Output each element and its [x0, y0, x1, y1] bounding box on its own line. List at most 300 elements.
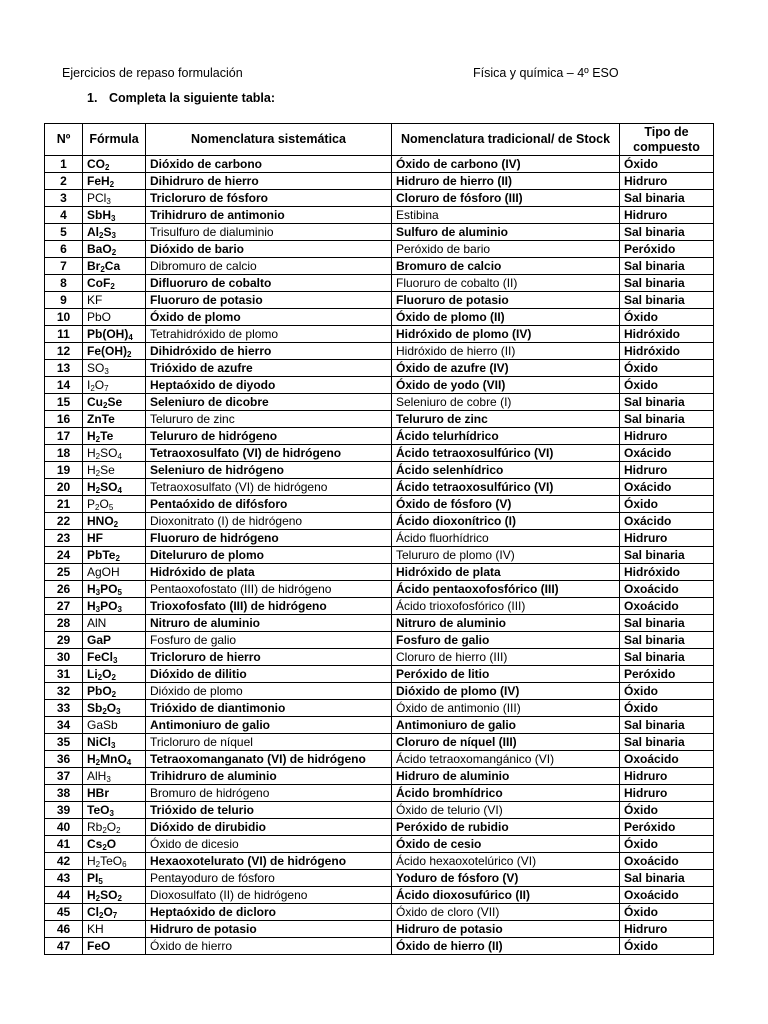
formula-subscript: 3 — [111, 214, 116, 223]
systematic-name: Pentaóxido de difósforo — [146, 496, 392, 513]
formula — [83, 496, 146, 513]
traditional-name: Hidróxido de plata — [392, 564, 620, 581]
compound-type: Hidróxido — [620, 343, 714, 360]
formula-subscript: 7 — [112, 911, 118, 920]
formula-subscript: 2 — [95, 860, 101, 869]
row-number: 35 — [45, 734, 83, 751]
formula — [83, 309, 146, 326]
formula — [83, 581, 146, 598]
formula — [83, 156, 146, 173]
row-number: 20 — [45, 479, 83, 496]
formula-subscript: 2 — [100, 265, 105, 274]
formula — [83, 360, 146, 377]
formula-part: HNO — [87, 514, 114, 528]
formula-subscript: 7 — [104, 384, 109, 393]
formula-subscript: 3 — [116, 707, 121, 716]
formula-part: GaSb — [87, 718, 118, 732]
formula-subscript: 3 — [111, 741, 116, 750]
table-row — [45, 360, 714, 377]
traditional-name: Ácido telurhídrico — [392, 428, 620, 445]
systematic-name: Tetraoxosulfato (VI) de hidrógeno — [146, 445, 392, 462]
compound-type: Sal binaria — [620, 224, 714, 241]
systematic-name: Fluoruro de potasio — [146, 292, 392, 309]
formula — [83, 632, 146, 649]
compound-type: Oxácido — [620, 445, 714, 462]
formula-part: O — [106, 820, 117, 834]
row-number: 15 — [45, 394, 83, 411]
row-number: 44 — [45, 887, 83, 904]
formula-part: Se — [100, 463, 115, 477]
traditional-name: Fluoruro de potasio — [392, 292, 620, 309]
table-row — [45, 394, 714, 411]
systematic-name: Trióxido de diantimonio — [146, 700, 392, 717]
systematic-name: Tetraoxosulfato (VI) de hidrógeno — [146, 479, 392, 496]
formula-part: SO — [87, 361, 105, 375]
formula-subscript: 2 — [97, 673, 103, 682]
table-row — [45, 547, 714, 564]
row-number: 28 — [45, 615, 83, 632]
systematic-name: Seleniuro de hidrógeno — [146, 462, 392, 479]
traditional-name: Hidruro de potasio — [392, 921, 620, 938]
formula-part: ZnTe — [87, 412, 115, 426]
compound-type: Oxoácido — [620, 853, 714, 870]
compound-type: Sal binaria — [620, 292, 714, 309]
formula — [83, 836, 146, 853]
exercise-number: 1. — [87, 91, 98, 105]
formula-subscript: 4 — [126, 758, 132, 767]
formula-subscript: 2 — [95, 894, 101, 903]
formula-subscript: 2 — [95, 503, 100, 512]
table-row — [45, 173, 714, 190]
traditional-name: Antimoniuro de galio — [392, 717, 620, 734]
compound-type: Hidruro — [620, 428, 714, 445]
formula-subscript: 2 — [99, 231, 104, 240]
formula — [83, 853, 146, 870]
compound-type: Sal binaria — [620, 615, 714, 632]
traditional-name: Ácido fluorhídrico — [392, 530, 620, 547]
table-row — [45, 717, 714, 734]
col-header-systematic: Nomenclatura sistemática — [146, 124, 392, 156]
formula-subscript: 2 — [111, 673, 116, 682]
compound-type: Óxido — [620, 496, 714, 513]
formula-part: FeH — [87, 174, 110, 188]
row-number: 41 — [45, 836, 83, 853]
compound-type: Sal binaria — [620, 734, 714, 751]
exercise-text: Completa la siguiente tabla: — [109, 91, 276, 105]
formula — [83, 190, 146, 207]
systematic-name: Dioxonitrato (I) de hidrógeno — [146, 513, 392, 530]
table-row — [45, 870, 714, 887]
formula-part: Li — [87, 667, 98, 681]
table-row — [45, 904, 714, 921]
table-row — [45, 275, 714, 292]
table-row — [45, 513, 714, 530]
table-row — [45, 156, 714, 173]
compound-type: Sal binaria — [620, 275, 714, 292]
formula-part: FeCl — [87, 650, 114, 664]
compound-type: Sal binaria — [620, 258, 714, 275]
systematic-name: Trioxofosfato (III) de hidrógeno — [146, 598, 392, 615]
formula-part: SO — [100, 480, 118, 494]
compound-type: Sal binaria — [620, 632, 714, 649]
traditional-name: Ácido pentaoxofosfórico (III) — [392, 581, 620, 598]
formula-part: Cl — [87, 905, 99, 919]
traditional-name: Peróxido de bario — [392, 241, 620, 258]
table-row — [45, 190, 714, 207]
systematic-name: Tetrahidróxido de plomo — [146, 326, 392, 343]
formula — [83, 343, 146, 360]
formula — [83, 887, 146, 904]
compound-type: Peróxido — [620, 819, 714, 836]
formula-subscript: 4 — [117, 486, 122, 495]
formula-part: H — [87, 582, 96, 596]
formula — [83, 411, 146, 428]
traditional-name: Ácido trioxofosfórico (III) — [392, 598, 620, 615]
table-row — [45, 411, 714, 428]
formula-part: PO — [100, 582, 118, 596]
formula-part: O — [103, 905, 113, 919]
formula — [83, 445, 146, 462]
traditional-name: Hidróxido de hierro (II) — [392, 343, 620, 360]
formula — [83, 377, 146, 394]
formula-part: CoF — [87, 276, 111, 290]
traditional-name: Telururo de plomo (IV) — [392, 547, 620, 564]
compound-type: Hidruro — [620, 530, 714, 547]
traditional-name: Óxido de hierro (II) — [392, 938, 620, 955]
row-number: 2 — [45, 173, 83, 190]
formula-part: H — [87, 752, 96, 766]
row-number: 7 — [45, 258, 83, 275]
formula — [83, 326, 146, 343]
formula — [83, 649, 146, 666]
systematic-name: Trihidruro de antimonio — [146, 207, 392, 224]
formula-subscript: 2 — [117, 894, 122, 903]
row-number: 33 — [45, 700, 83, 717]
systematic-name: Ditelururo de plomo — [146, 547, 392, 564]
table-row — [45, 377, 714, 394]
row-number: 10 — [45, 309, 83, 326]
systematic-name: Dióxido de carbono — [146, 156, 392, 173]
traditional-name: Nitruro de aluminio — [392, 615, 620, 632]
table-row — [45, 496, 714, 513]
row-number: 1 — [45, 156, 83, 173]
table-header-row — [45, 124, 714, 156]
row-number: 31 — [45, 666, 83, 683]
systematic-name: Telururo de zinc — [146, 411, 392, 428]
traditional-name: Ácido tetraoxomangánico (VI) — [392, 751, 620, 768]
row-number: 26 — [45, 581, 83, 598]
row-number: 22 — [45, 513, 83, 530]
row-number: 29 — [45, 632, 83, 649]
formula — [83, 207, 146, 224]
row-number: 17 — [45, 428, 83, 445]
table-row — [45, 802, 714, 819]
formula-subscript: 3 — [113, 656, 118, 665]
formula-part: PO — [100, 599, 118, 613]
traditional-name: Cloruro de níquel (III) — [392, 734, 620, 751]
table-row — [45, 632, 714, 649]
table-row — [45, 683, 714, 700]
compound-type: Hidróxido — [620, 326, 714, 343]
formula-subscript: 2 — [95, 758, 101, 767]
table-row — [45, 615, 714, 632]
formula-subscript: 2 — [109, 180, 115, 189]
table-row — [45, 836, 714, 853]
traditional-name: Ácido selenhídrico — [392, 462, 620, 479]
compound-type: Hidruro — [620, 462, 714, 479]
traditional-name: Sulfuro de aluminio — [392, 224, 620, 241]
formula-subscript: 5 — [117, 588, 122, 597]
traditional-name: Seleniuro de cobre (I) — [392, 394, 620, 411]
traditional-name: Hidruro de hierro (II) — [392, 173, 620, 190]
table-row — [45, 751, 714, 768]
formula — [83, 938, 146, 955]
table-row — [45, 479, 714, 496]
formula — [83, 904, 146, 921]
formula-part: HBr — [87, 786, 110, 800]
traditional-name: Ácido bromhídrico — [392, 785, 620, 802]
compound-type: Hidruro — [620, 173, 714, 190]
formula-subscript: 2 — [113, 520, 119, 529]
table-row — [45, 734, 714, 751]
formula-subscript: 3 — [95, 588, 101, 597]
formula-subscript: 2 — [115, 554, 120, 563]
formula-part: Al — [87, 225, 99, 239]
formula — [83, 547, 146, 564]
formula-subscript: 5 — [108, 503, 114, 512]
formula-subscript: 3 — [106, 197, 111, 206]
table-row — [45, 768, 714, 785]
table-row — [45, 598, 714, 615]
row-number: 37 — [45, 768, 83, 785]
formula-subscript: 3 — [95, 605, 101, 614]
col-header-traditional: Nomenclatura tradicional/ de Stock — [392, 124, 620, 156]
formula — [83, 428, 146, 445]
formula-subscript: 3 — [104, 367, 109, 376]
traditional-name: Óxido de cloro (VII) — [392, 904, 620, 921]
col-header-number: Nº — [45, 124, 83, 156]
formula-part: KH — [87, 922, 104, 936]
formula-part: PbO — [87, 684, 112, 698]
formula-part: CO — [87, 157, 105, 171]
formula-subscript: 3 — [117, 605, 122, 614]
systematic-name: Trisulfuro de dialuminio — [146, 224, 392, 241]
formula — [83, 564, 146, 581]
formula-part: GaP — [87, 633, 112, 647]
traditional-name: Estibina — [392, 207, 620, 224]
table-row — [45, 224, 714, 241]
row-number: 25 — [45, 564, 83, 581]
row-number: 34 — [45, 717, 83, 734]
formula-part: TeO — [87, 803, 110, 817]
formula-subscript: 2 — [116, 826, 121, 835]
compound-type: Sal binaria — [620, 717, 714, 734]
systematic-name: Heptaóxido de dicloro — [146, 904, 392, 921]
systematic-name: Nitruro de aluminio — [146, 615, 392, 632]
formula — [83, 734, 146, 751]
systematic-name: Fluoruro de hidrógeno — [146, 530, 392, 547]
systematic-name: Hexaoxotelurato (VI) de hidrógeno — [146, 853, 392, 870]
compound-type: Óxido — [620, 360, 714, 377]
formula-subscript: 2 — [95, 486, 101, 495]
formula-subscript: 3 — [106, 775, 111, 784]
systematic-name: Tricloruro de hierro — [146, 649, 392, 666]
formula — [83, 479, 146, 496]
formula-part: O — [99, 497, 109, 511]
formula-part: H — [87, 599, 96, 613]
compound-type: Óxido — [620, 309, 714, 326]
compound-type: Sal binaria — [620, 190, 714, 207]
compound-type: Peróxido — [620, 666, 714, 683]
formula-part: H — [87, 480, 96, 494]
formula-part: Br — [87, 259, 101, 273]
row-number: 6 — [45, 241, 83, 258]
formula-part: KF — [87, 293, 103, 307]
compound-type: Oxoácido — [620, 751, 714, 768]
formula — [83, 700, 146, 717]
systematic-name: Fosfuro de galio — [146, 632, 392, 649]
compound-type: Sal binaria — [620, 649, 714, 666]
formula-part: Cu — [87, 395, 103, 409]
systematic-name: Seleniuro de dicobre — [146, 394, 392, 411]
row-number: 45 — [45, 904, 83, 921]
formula — [83, 598, 146, 615]
formula-part: H — [87, 429, 96, 443]
traditional-name: Bromuro de calcio — [392, 258, 620, 275]
compound-type: Hidruro — [620, 785, 714, 802]
formula — [83, 819, 146, 836]
traditional-name: Dióxido de plomo (IV) — [392, 683, 620, 700]
formula-part: Sb — [87, 701, 103, 715]
formula-part: SO — [100, 888, 118, 902]
formula-part: AlH — [87, 769, 107, 783]
formula — [83, 683, 146, 700]
row-number: 13 — [45, 360, 83, 377]
formula-part: Ca — [104, 259, 121, 273]
col-header-formula: Fórmula — [83, 124, 146, 156]
formula — [83, 275, 146, 292]
row-number: 40 — [45, 819, 83, 836]
formula — [83, 802, 146, 819]
compound-type: Sal binaria — [620, 547, 714, 564]
traditional-name: Ácido dioxonítrico (I) — [392, 513, 620, 530]
formula-part: AlN — [87, 616, 107, 630]
systematic-name: Dióxido de dirubidio — [146, 819, 392, 836]
table-row — [45, 428, 714, 445]
formula-part: H — [87, 463, 96, 477]
compound-type: Óxido — [620, 904, 714, 921]
systematic-name: Antimoniuro de galio — [146, 717, 392, 734]
systematic-name: Óxido de hierro — [146, 938, 392, 955]
document-title: Ejercicios de repaso formulación — [62, 66, 243, 80]
row-number: 3 — [45, 190, 83, 207]
formula — [83, 666, 146, 683]
formula-part: SbH — [87, 208, 111, 222]
traditional-name: Fosfuro de galio — [392, 632, 620, 649]
formula-part: Fe(OH) — [87, 344, 127, 358]
traditional-name: Óxido de telurio (VI) — [392, 802, 620, 819]
systematic-name: Óxido de plomo — [146, 309, 392, 326]
traditional-name: Ácido dioxosufúrico (II) — [392, 887, 620, 904]
formula-part: PI — [87, 871, 99, 885]
formula-part: PCl — [87, 191, 107, 205]
formula-part: O — [106, 701, 117, 715]
formula-part: O — [102, 667, 112, 681]
traditional-name: Ácido hexaoxotelúrico (VI) — [392, 853, 620, 870]
compound-type: Hidróxido — [620, 564, 714, 581]
formula-subscript: 2 — [95, 435, 101, 444]
systematic-name: Trióxido de telurio — [146, 802, 392, 819]
traditional-name: Óxido de azufre (IV) — [392, 360, 620, 377]
systematic-name: Óxido de dicesio — [146, 836, 392, 853]
formula-part: I — [87, 378, 91, 392]
compound-type: Óxido — [620, 938, 714, 955]
systematic-name: Dióxido de plomo — [146, 683, 392, 700]
compound-type: Óxido — [620, 700, 714, 717]
row-number: 4 — [45, 207, 83, 224]
systematic-name: Dióxido de dilitio — [146, 666, 392, 683]
table-row — [45, 921, 714, 938]
row-number: 12 — [45, 343, 83, 360]
formula-subscript: 3 — [109, 809, 114, 818]
formula-part: H — [87, 888, 96, 902]
compound-type: Sal binaria — [620, 394, 714, 411]
formula — [83, 173, 146, 190]
formula-part: TeO — [100, 854, 123, 868]
compound-type: Sal binaria — [620, 411, 714, 428]
formula-part: Rb — [87, 820, 103, 834]
row-number: 39 — [45, 802, 83, 819]
formula-part: Pb(OH) — [87, 327, 129, 341]
systematic-name: Difluoruro de cobalto — [146, 275, 392, 292]
formula-part: HF — [87, 531, 103, 545]
table-row — [45, 785, 714, 802]
formula-part: O — [106, 837, 117, 851]
row-number: 14 — [45, 377, 83, 394]
traditional-name: Óxido de plomo (II) — [392, 309, 620, 326]
table-row — [45, 462, 714, 479]
formula-subscript: 2 — [95, 452, 101, 461]
formula-subscript: 2 — [103, 401, 108, 410]
row-number: 8 — [45, 275, 83, 292]
compound-type: Peróxido — [620, 241, 714, 258]
compound-type: Óxido — [620, 802, 714, 819]
table-row — [45, 581, 714, 598]
col-header-compound-type: Tipo de compuesto — [620, 124, 714, 156]
systematic-name: Pentaoxofostato (III) de hidrógeno — [146, 581, 392, 598]
formula-part: H — [87, 854, 96, 868]
systematic-name: Pentayoduro de fósforo — [146, 870, 392, 887]
formula — [83, 462, 146, 479]
row-number: 18 — [45, 445, 83, 462]
systematic-name: Telururo de hidrógeno — [146, 428, 392, 445]
compound-type: Óxido — [620, 836, 714, 853]
formula-subscript: 2 — [90, 384, 95, 393]
systematic-name: Dibromuro de calcio — [146, 258, 392, 275]
compound-type: Oxoácido — [620, 581, 714, 598]
row-number: 46 — [45, 921, 83, 938]
formula-part: O — [94, 378, 105, 392]
table-row — [45, 700, 714, 717]
table-row — [45, 292, 714, 309]
row-number: 9 — [45, 292, 83, 309]
formula-part: Te — [100, 429, 114, 443]
traditional-name: Yoduro de fósforo (V) — [392, 870, 620, 887]
compound-type: Hidruro — [620, 207, 714, 224]
formula-part: FeO — [87, 939, 111, 953]
table-row — [45, 445, 714, 462]
systematic-name: Trióxido de azufre — [146, 360, 392, 377]
